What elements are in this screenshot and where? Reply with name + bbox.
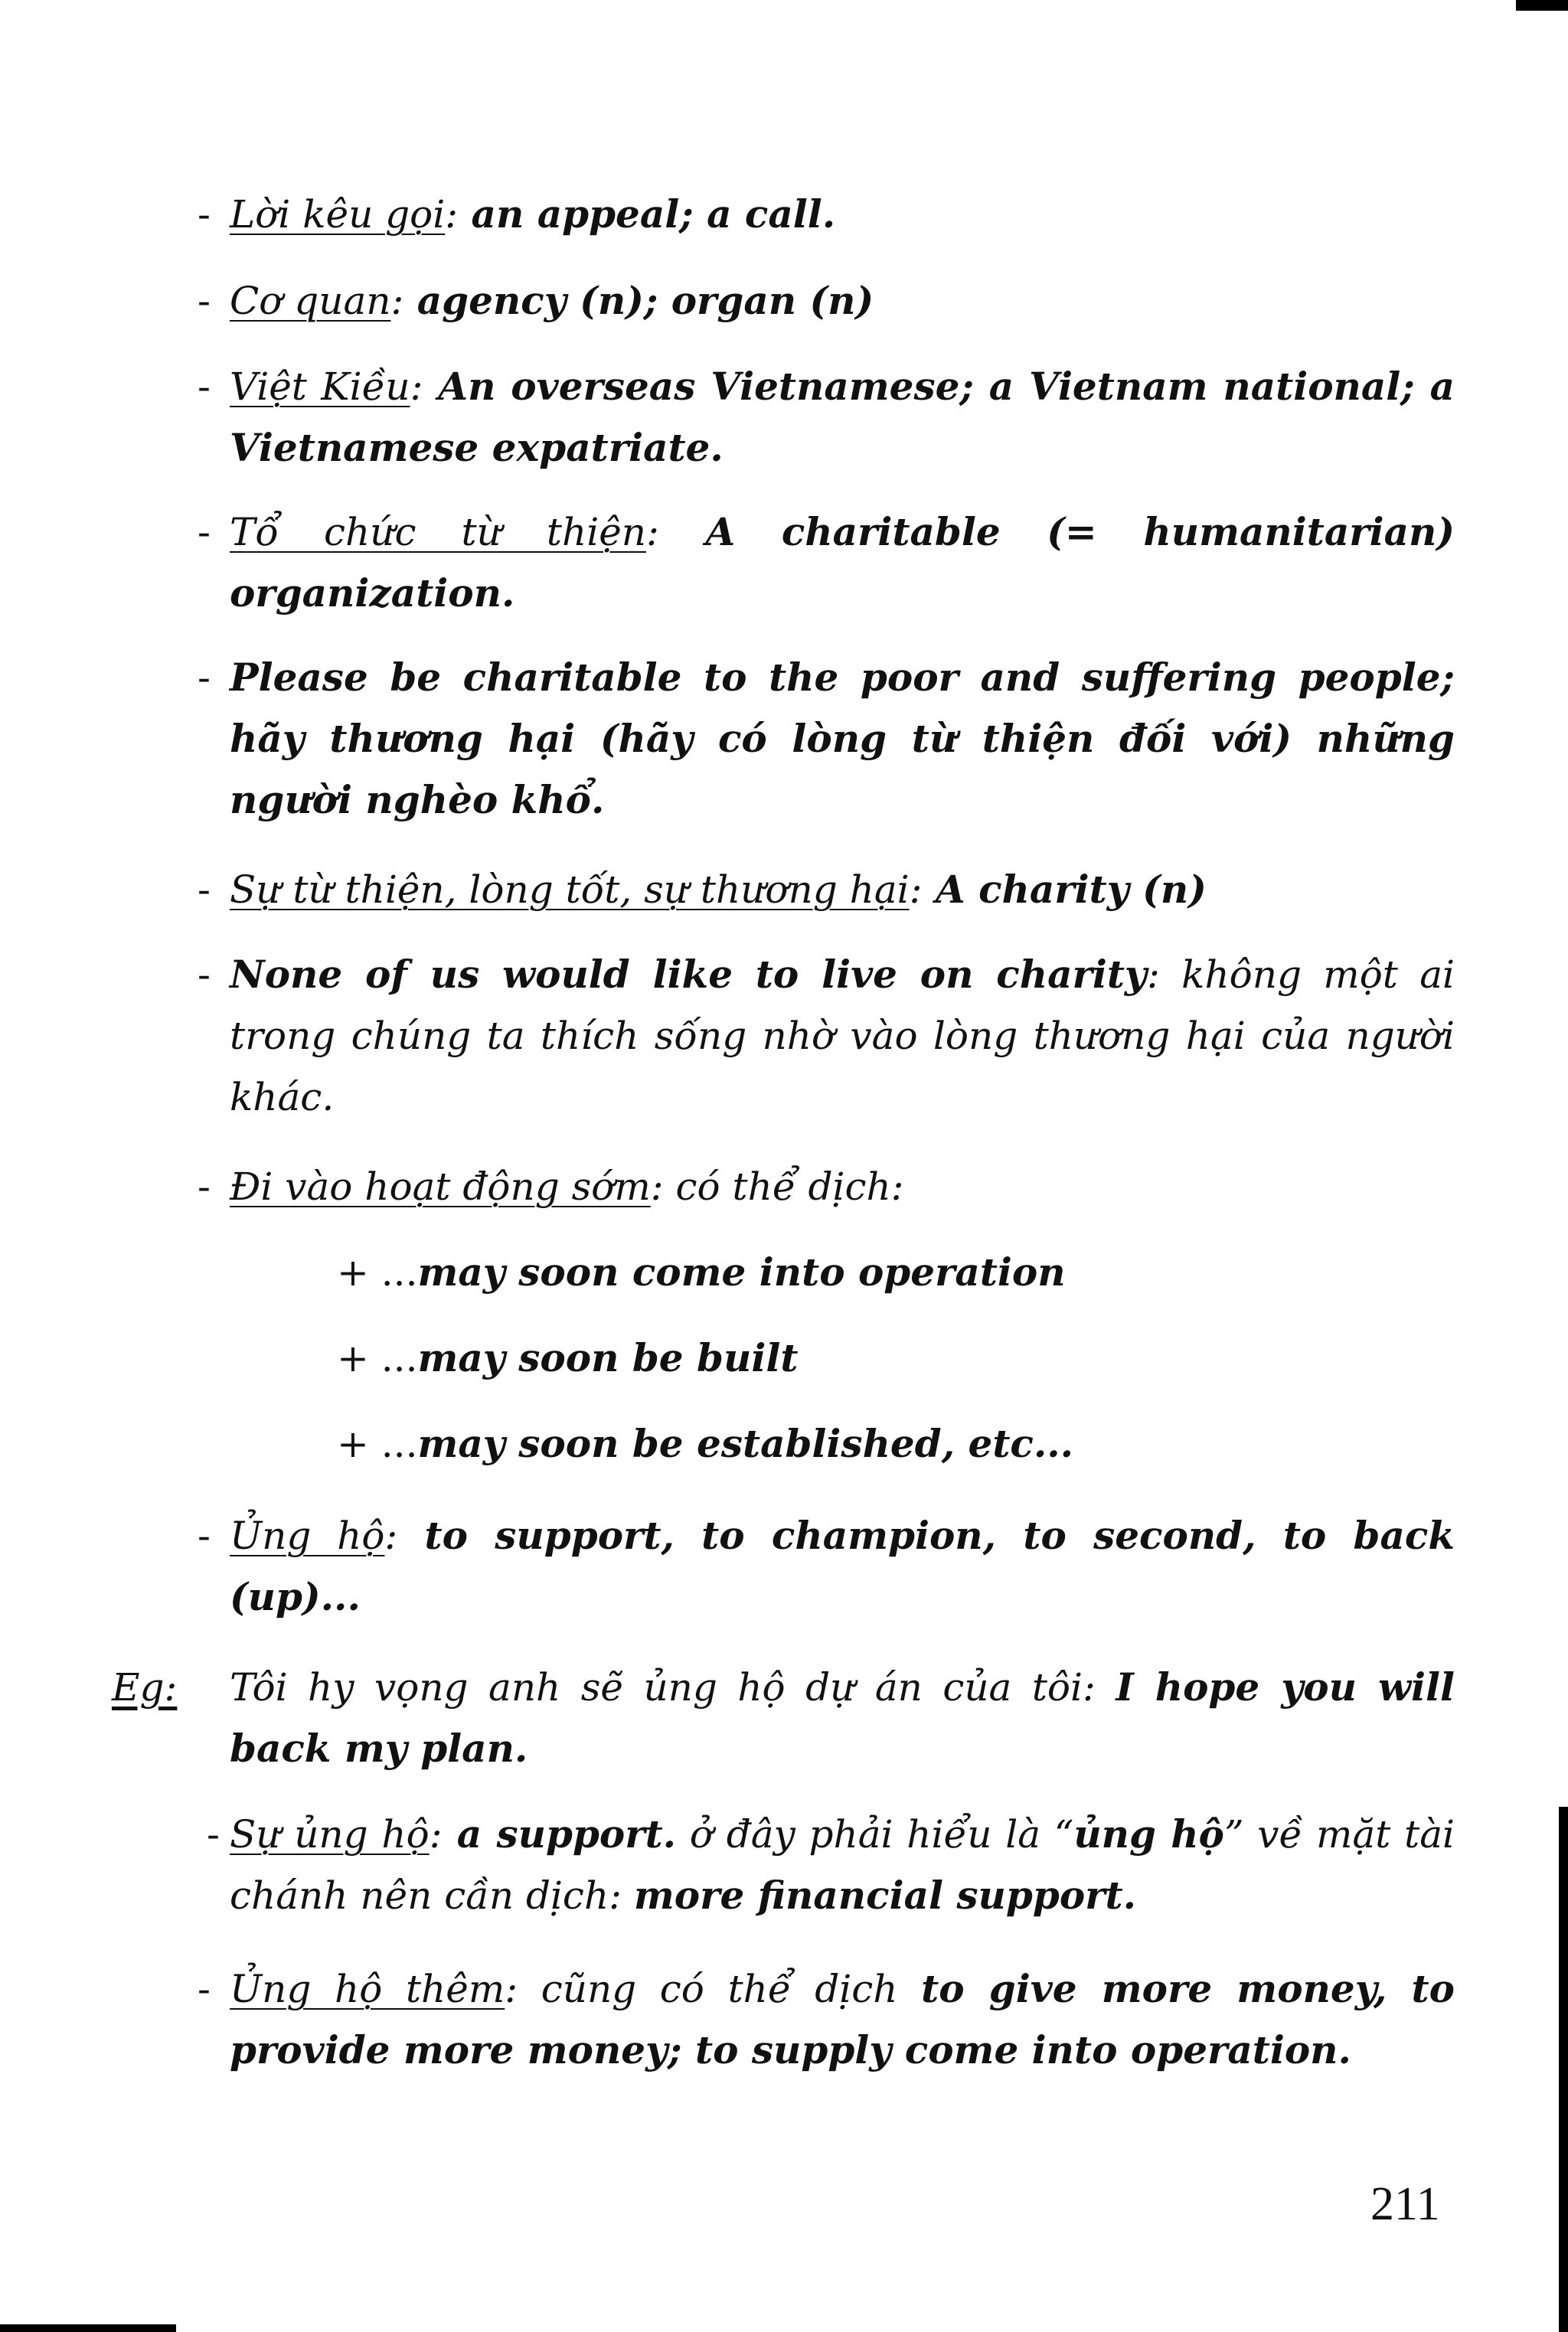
definition: A charitable (= humanitarian) organization.: [230, 509, 1455, 616]
example-english: I hope you will back my plan.: [230, 1664, 1455, 1771]
term: Lời kêu gọi: [230, 192, 446, 237]
option-text: may soon come into operation: [417, 1249, 1066, 1295]
translation: : không một ai trong chúng ta thích sống nhờ vào lòng thương hại của người khác.: [230, 952, 1455, 1119]
definition: A charity (n): [922, 867, 1207, 912]
note: ở đây phải hiểu là “: [676, 1812, 1074, 1857]
separator: :: [410, 364, 423, 409]
bullet-dash: -: [198, 655, 211, 700]
separator: :: [646, 510, 659, 554]
quoted-term: ủng hộ: [1073, 1811, 1224, 1857]
bullet-dash: -: [198, 952, 211, 997]
note: : cũng có thể dịch: [505, 1967, 922, 2011]
separator: :: [429, 1812, 443, 1857]
plus-marker: + ...: [337, 1422, 418, 1466]
separator: :: [384, 1514, 398, 1558]
separator: :: [390, 279, 404, 323]
definition: a support.: [442, 1811, 677, 1857]
option-text: may soon be built: [417, 1335, 799, 1380]
translation: more financial support.: [633, 1873, 1137, 1918]
example-label: Eg:: [112, 1665, 178, 1710]
definition: an appeal; a call.: [458, 191, 836, 237]
page-number: 211: [1370, 2178, 1440, 2230]
bullet-dash: -: [198, 1967, 211, 2011]
option-item: [337, 1413, 1073, 1475]
option-item: [337, 1328, 798, 1389]
entry-loi-keu-goi: [198, 184, 1455, 245]
option-text: may soon be established, etc...: [417, 1421, 1074, 1466]
example-vietnamese: Tôi hy vọng anh sẽ ủng hộ dự án của tôi:: [230, 1665, 1116, 1710]
term: Đi vào hoạt động sớm: [230, 1164, 651, 1209]
term: Cơ quan: [230, 279, 391, 323]
example-sentence: None of us would like to live on charity: [230, 952, 1147, 997]
separator: :: [445, 192, 459, 237]
entry-su-ung-ho: [207, 1804, 1455, 1926]
example-sentence: Please be charitable to the poor and suffering people; hãy thương hại (hãy có lòng từ thiện đối với) những người nghèo khổ.: [230, 655, 1455, 822]
definition: agency (n); organ (n): [403, 278, 874, 323]
term: Sự từ thiện, lòng tốt, sự thương hại: [230, 867, 910, 912]
note-continued: ” về mặt tài chánh nên cần dịch:: [230, 1812, 1455, 1918]
scan-edge-bottom: [0, 2324, 176, 2332]
entry-example: [230, 1657, 1455, 1779]
bullet-dash: -: [198, 1164, 211, 1209]
definition: An overseas Vietnamese; a Vietnam national; a Vietnamese expatriate.: [230, 364, 1455, 470]
bullet-dash: -: [198, 867, 211, 912]
bullet-dash: -: [207, 1812, 220, 1857]
entry-none-of-us: [198, 944, 1455, 1128]
bullet-dash: -: [198, 279, 211, 323]
bullet-dash: -: [198, 192, 211, 237]
term: Ủng hộ thêm: [230, 1967, 505, 2011]
definition: to support, to champion, to second, to back (up)...: [230, 1513, 1455, 1619]
plus-marker: + ...: [337, 1250, 418, 1295]
bullet-dash: -: [198, 364, 211, 409]
scan-edge-right: [1559, 1807, 1568, 2332]
term: Sự ủng hộ: [230, 1812, 430, 1857]
bullet-dash: -: [198, 510, 211, 554]
entry-su-tu-thien: [198, 859, 1455, 920]
separator: :: [909, 867, 923, 912]
entry-please-be-charitable: [198, 647, 1455, 831]
translation: to give more money, to provide more money; to supply come into operation.: [230, 1966, 1455, 2072]
entry-ung-ho: [198, 1505, 1455, 1628]
entry-di-vao-hoat-dong: [198, 1156, 1455, 1217]
term: Việt Kiều: [230, 364, 410, 409]
term: Ủng hộ: [230, 1514, 385, 1558]
bullet-dash: -: [198, 1514, 211, 1558]
entry-to-chuc-tu-thien: [198, 501, 1455, 624]
entry-ung-ho-them: [198, 1958, 1455, 2081]
scan-edge-top: [1516, 0, 1568, 11]
term: Tổ chức từ thiện: [230, 510, 646, 554]
option-item: [337, 1242, 1066, 1303]
entry-co-quan: [198, 270, 1455, 332]
entry-viet-kieu: [198, 356, 1455, 478]
plus-marker: + ...: [337, 1336, 418, 1380]
note: : có thể dịch:: [650, 1164, 904, 1209]
